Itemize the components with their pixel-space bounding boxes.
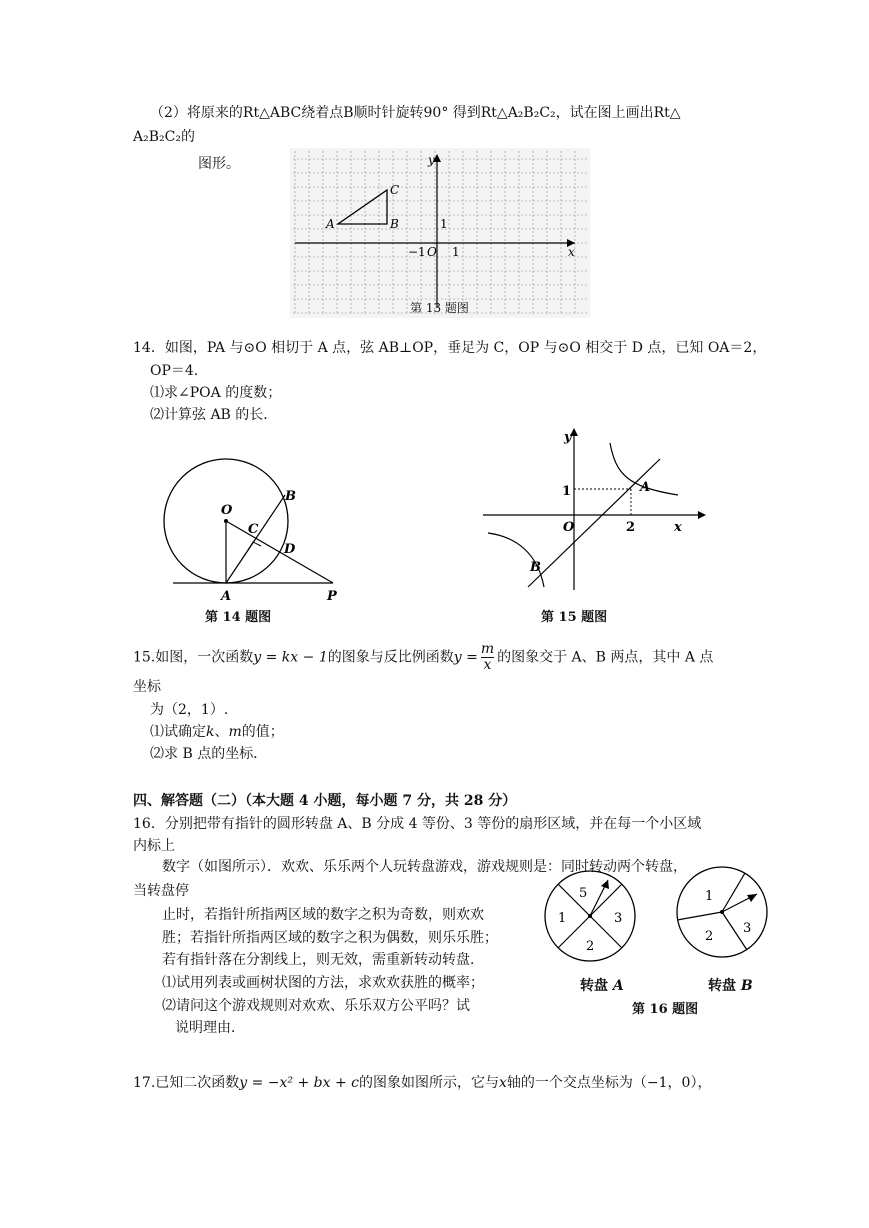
q17-line1 <box>133 1074 711 1092</box>
q15-eq2-lhs: y = <box>453 649 478 666</box>
q16-sub2b: 说明理由． <box>175 1020 245 1036</box>
point-b-label: B <box>530 560 541 575</box>
spinner-b <box>672 862 772 972</box>
spinner-b-num-right: 3 <box>743 921 752 936</box>
q13-part2-line3: 图形。 <box>198 156 240 172</box>
spinner-a-label-letter: A <box>612 978 624 994</box>
line-y-kx-1 <box>528 459 660 587</box>
q15-var-m: m <box>228 724 242 740</box>
q15-eq1: y = kx − 1 <box>253 649 328 666</box>
q14-sub1: ⑴求∠POA 的度数； <box>150 385 282 401</box>
y-one-label: 1 <box>440 217 448 231</box>
q15-sub1-c: 的值； <box>241 724 284 740</box>
q14-figure-caption: 第 14 题图 <box>205 610 272 625</box>
q16-line7: 若有指针落在分割线上，则无效，需重新转动转盘． <box>162 952 484 968</box>
q14-line2: OP＝4． <box>150 363 208 379</box>
q14-line1: 14．如图，PA 与⊙O 相切于 A 点，弦 AB⊥OP，垂足为 C，OP 与⊙O 相交于 D 点，已知 OA＝2， <box>133 340 767 356</box>
q13-figure-caption: 第 13 题图 <box>410 301 469 315</box>
x-axis-label: x <box>674 520 682 535</box>
q16-line4: 当转盘停 <box>133 883 189 899</box>
q15-eq2-den: x <box>483 657 492 673</box>
q16-figure-caption: 第 16 题图 <box>632 1002 699 1017</box>
point-b-label: B <box>390 217 399 231</box>
q17-line1-a: 17.已知二次函数 <box>133 1075 240 1091</box>
label-d: D <box>284 542 296 557</box>
segment-op <box>226 521 333 583</box>
label-o: O <box>221 503 233 518</box>
q17-var-x: x <box>499 1075 507 1091</box>
origin-label: O <box>563 520 575 535</box>
chord-ab <box>226 495 285 583</box>
spinner-b-num-bottom: 2 <box>705 929 714 944</box>
point-c-label: C <box>390 183 400 197</box>
label-c: C <box>248 522 259 537</box>
q15-figure-caption: 第 15 题图 <box>541 610 608 625</box>
q15-sub1 <box>150 723 284 741</box>
y-axis-label: y <box>564 430 572 445</box>
x-axis-label: x <box>568 245 575 259</box>
section4-title: 四、解答题（二）（本大题 4 小题，每小题 7 分，共 28 分） <box>133 793 517 809</box>
spinner-a <box>540 866 640 976</box>
label-a: A <box>221 589 232 604</box>
q15-var-k: k <box>206 724 215 740</box>
q17-equation: y = −x² + bx + c <box>239 1075 360 1091</box>
spinner-b-label-cn: 转盘 <box>708 978 736 994</box>
spinner-b-num-top: 1 <box>705 889 714 904</box>
q15-line1-c: 的图象交于 A、B 两点，其中 A 点 <box>497 649 714 666</box>
q15-line1-a: 15.如图，一次函数 <box>133 649 254 666</box>
q16-line6: 胜；若指针所指两区域的数字之积为偶数，则乐乐胜； <box>162 930 498 946</box>
q16-sub1: ⑴试用列表或画树状图的方法，求欢欢获胜的概率； <box>162 975 484 991</box>
q13-grid-figure <box>290 148 590 318</box>
origin-label: O <box>427 245 437 259</box>
q15-line3: 为（2，1）. <box>150 702 229 718</box>
spinner-a-num-left: 1 <box>558 911 567 926</box>
q14-circle-figure <box>155 440 355 605</box>
q15-sub2: ⑵求 B 点的坐标． <box>150 746 268 762</box>
q13-part2-line1: （2）将原来的Rt△ABC绕着点B顺时针旋转90° 得到Rt△A₂B₂C₂，试在图上画出Rt△ <box>150 105 681 121</box>
q15-sub1-b: 、 <box>214 724 229 740</box>
q16-sub2a: ⑵请问这个游戏规则对欢欢、乐乐双方公平吗？试 <box>162 998 470 1014</box>
q16-line2: 内标上 <box>133 838 175 854</box>
q16-line1: 16．分别把带有指针的圆形转盘 A、B 分成 4 等份、3 等份的扇形区域，并在每一个小区域 <box>133 816 702 832</box>
spinner-a-num-right: 3 <box>614 911 623 926</box>
label-p: P <box>327 589 337 604</box>
q15-line2: 坐标 <box>133 679 161 695</box>
spinner-a-label <box>580 975 624 995</box>
y-axis-label: y <box>428 153 435 167</box>
q17-line1-b: 的图象如图所示，它与 <box>359 1075 500 1091</box>
q15-sub1-a: ⑴试确定 <box>150 724 206 740</box>
x-one-label: 1 <box>452 245 460 259</box>
point-a-label: A <box>640 480 651 495</box>
q15-graph-figure <box>478 425 713 595</box>
q15-eq2-num: m <box>480 641 495 657</box>
point-a-label: A <box>326 217 335 231</box>
q16-line5: 止时，若指针所指两区域的数字之积为奇数，则欢欢 <box>162 907 484 923</box>
spinner-a-num-bottom: 2 <box>586 939 595 954</box>
q14-sub2: ⑵计算弦 AB 的长． <box>150 407 278 423</box>
spinner-a-label-cn: 转盘 <box>580 978 608 994</box>
x-tick-two: 2 <box>626 520 636 535</box>
y-tick-one: 1 <box>562 484 572 499</box>
spinner-b-label-letter: B <box>740 978 753 994</box>
q15-line1 <box>133 642 713 673</box>
q13-part2-line2: A₂B₂C₂的 <box>133 129 195 145</box>
q15-line1-b: 的图象与反比例函数 <box>327 649 454 666</box>
q16-line3: 数字（如图所示）．欢欢、乐乐两个人玩转盘游戏，游戏规则是：同时转动两个转盘， <box>162 859 687 875</box>
spinner-b-label <box>708 975 753 995</box>
spinner-a-num-top: 5 <box>579 886 588 901</box>
q17-line1-c: 轴的一个交点坐标为（−1，0）， <box>506 1075 712 1091</box>
label-b: B <box>285 489 296 504</box>
neg-one-label: −1 <box>408 245 426 259</box>
